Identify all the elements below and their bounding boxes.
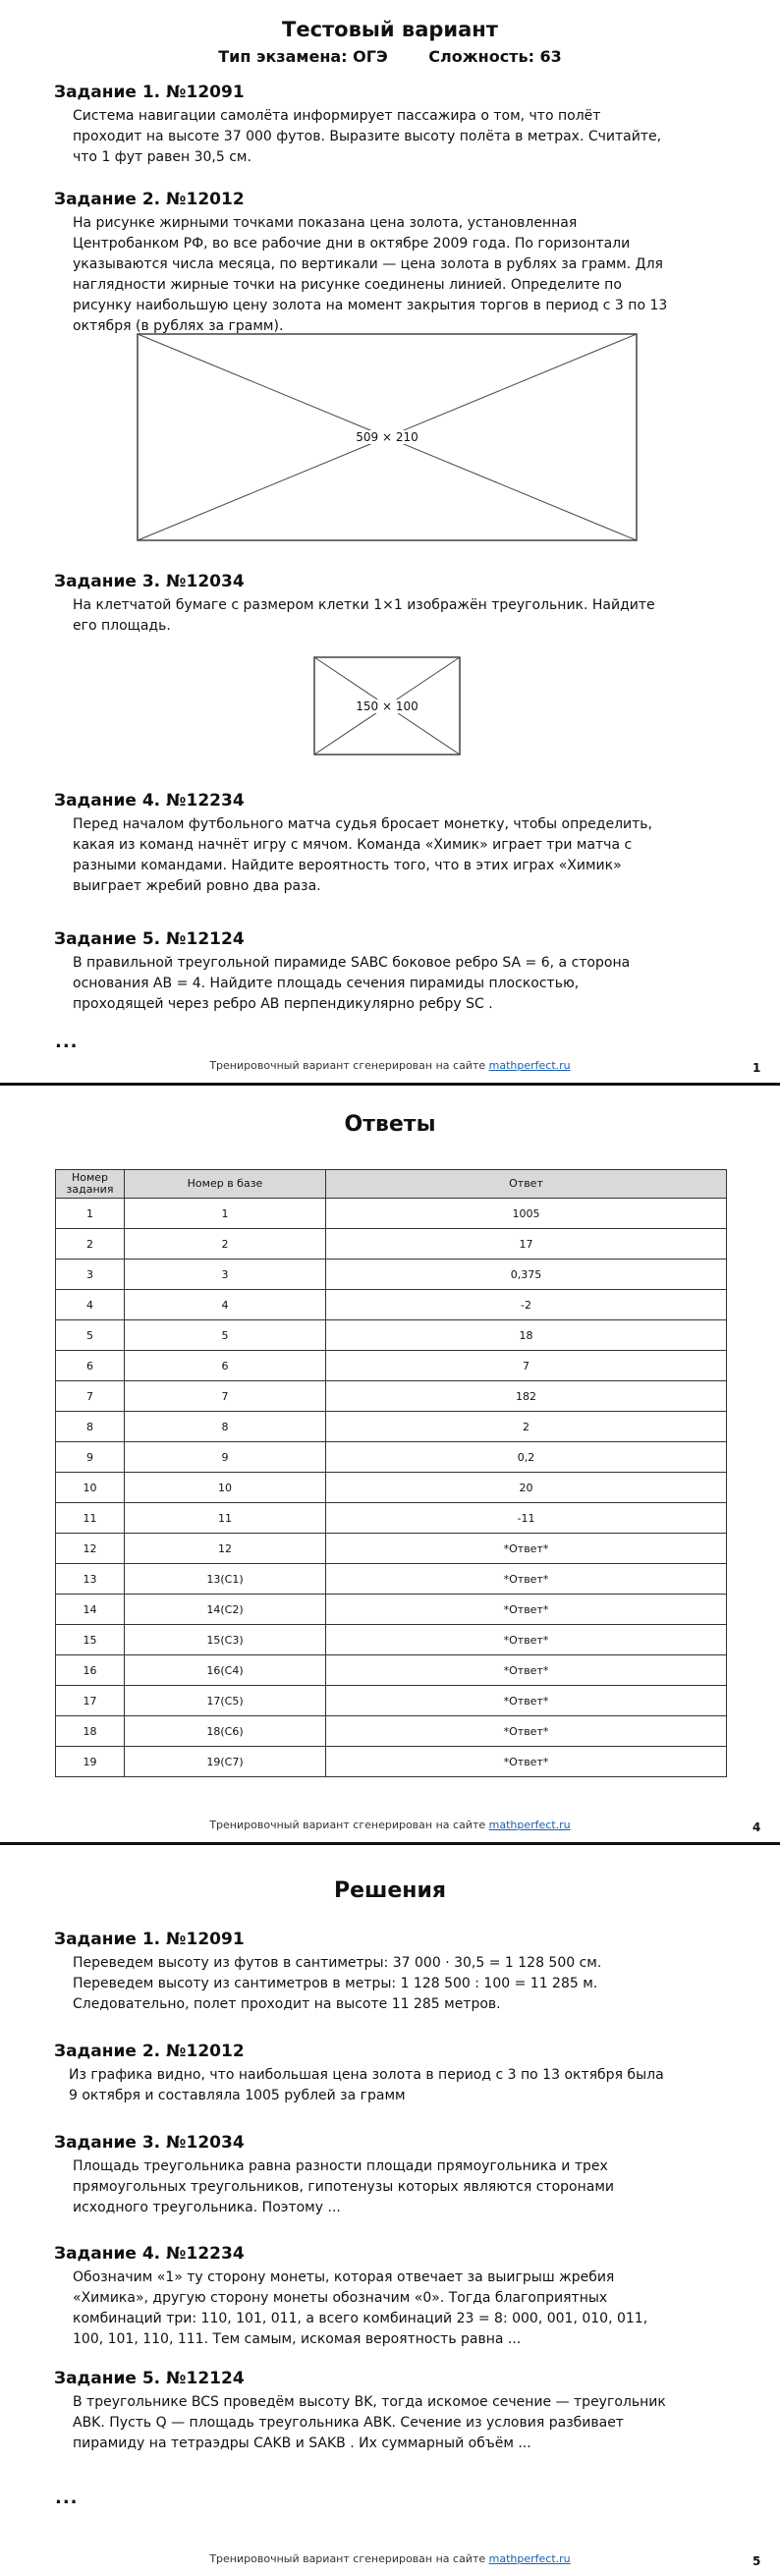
page-title: Тестовый вариант xyxy=(282,18,498,41)
solutions-title: Решения xyxy=(333,1878,447,1903)
table-row xyxy=(56,1564,727,1595)
answer-cell: 7 xyxy=(326,1351,727,1381)
table-row xyxy=(56,1686,727,1716)
task-number-cell: 17 xyxy=(56,1686,125,1716)
answer-cell: 0,2 xyxy=(326,1442,727,1473)
table-row xyxy=(56,1655,727,1686)
answer-cell: *Ответ* xyxy=(326,1595,727,1625)
base-number-cell: 2 xyxy=(125,1229,326,1260)
answer-cell: 2 xyxy=(326,1412,727,1442)
solution-1-heading: Задание 1. №12091 xyxy=(54,1930,245,1949)
task-3-figure-placeholder xyxy=(313,656,461,756)
answer-cell: *Ответ* xyxy=(326,1625,727,1655)
solution-5-heading: Задание 5. №12124 xyxy=(54,2369,245,2388)
table-row xyxy=(56,1534,727,1564)
table-row xyxy=(56,1412,727,1442)
answer-cell: *Ответ* xyxy=(326,1655,727,1686)
answers-table xyxy=(55,1169,727,1777)
task-2-heading: Задание 2. №12012 xyxy=(54,190,245,209)
task-number-cell: 9 xyxy=(56,1442,125,1473)
answer-cell: *Ответ* xyxy=(326,1534,727,1564)
footer-link[interactable]: mathperfect.ru xyxy=(488,1819,571,1831)
table-row xyxy=(56,1381,727,1412)
footer-link[interactable]: mathperfect.ru xyxy=(488,1059,571,1072)
task-number-cell: 11 xyxy=(56,1503,125,1534)
answer-cell: *Ответ* xyxy=(326,1747,727,1777)
answers-body xyxy=(56,1199,727,1777)
table-row xyxy=(56,1320,727,1351)
page-number: 4 xyxy=(752,1820,761,1834)
page-5 xyxy=(0,1845,780,2576)
base-number-cell: 16(C4) xyxy=(125,1655,326,1686)
task-4-heading: Задание 4. №12234 xyxy=(54,791,245,811)
task-2-figure-placeholder xyxy=(137,333,638,541)
base-number-cell: 18(C6) xyxy=(125,1716,326,1747)
task-4-text: Перед началом футбольного матча судья бросает монетку, чтобы определить, какая из команд начнёт игру с мячом. Команда «Химик» играет три матча с разными командами. Найдите вероятность того, что в этих играх «Химик» выиграет жребий ровно два раза. xyxy=(73,816,652,894)
task-number-cell: 10 xyxy=(56,1473,125,1503)
task-1-text: Система навигации самолёта информирует пассажира о том, что полёт проходит на высоте 37 000 футов. Выразите высоту полёта в метрах. Считайте, что 1 фут равен 30,5 см. xyxy=(73,108,662,165)
answer-cell: 18 xyxy=(326,1320,727,1351)
exam-meta xyxy=(0,47,780,66)
answer-cell: 182 xyxy=(326,1381,727,1412)
base-number-cell: 6 xyxy=(125,1351,326,1381)
base-number-cell: 17(C5) xyxy=(125,1686,326,1716)
answer-cell: *Ответ* xyxy=(326,1564,727,1595)
base-number-cell: 9 xyxy=(125,1442,326,1473)
table-row xyxy=(56,1747,727,1777)
task-number-cell: 7 xyxy=(56,1381,125,1412)
footer xyxy=(0,1059,780,1072)
solution-2-heading: Задание 2. №12012 xyxy=(54,2042,245,2061)
footer xyxy=(0,1819,780,1831)
base-number-cell: 7 xyxy=(125,1381,326,1412)
base-number-cell: 3 xyxy=(125,1260,326,1290)
table-row xyxy=(56,1716,727,1747)
exam-type: Тип экзамена: ОГЭ xyxy=(218,47,388,66)
table-row xyxy=(56,1260,727,1290)
footer xyxy=(0,2552,780,2565)
base-number-cell: 5 xyxy=(125,1320,326,1351)
page-number: 1 xyxy=(752,1061,761,1075)
answer-cell: 0,375 xyxy=(326,1260,727,1290)
difficulty: Сложность: 63 xyxy=(428,47,562,66)
answer-cell: -11 xyxy=(326,1503,727,1534)
figure-size-label: 509 × 210 xyxy=(356,430,418,444)
column-header: Номер задания xyxy=(56,1170,125,1199)
footer-text: Тренировочный вариант сгенерирован на сайте xyxy=(209,1819,489,1831)
base-number-cell: 1 xyxy=(125,1199,326,1229)
page-number: 5 xyxy=(752,2554,761,2568)
task-number-cell: 18 xyxy=(56,1716,125,1747)
page-1 xyxy=(0,0,780,1081)
task-number-cell: 16 xyxy=(56,1655,125,1686)
footer-text: Тренировочный вариант сгенерирован на сайте xyxy=(209,1059,489,1072)
table-row xyxy=(56,1503,727,1534)
task-number-cell: 14 xyxy=(56,1595,125,1625)
base-number-cell: 19(C7) xyxy=(125,1747,326,1777)
table-row xyxy=(56,1229,727,1260)
table-header-row xyxy=(56,1170,727,1199)
continuation-ellipsis: ... xyxy=(55,1032,79,1052)
task-number-cell: 12 xyxy=(56,1534,125,1564)
task-number-cell: 8 xyxy=(56,1412,125,1442)
solution-1-text: Переведем высоту из футов в сантиметры: 37 000 · 30,5 = 1 128 500 см. Переведем высоту из сантиметров в метры: 1 128 500 : 100 = 11 285 м. Следовательно, полет проходит на высоте 11 285 метров. xyxy=(73,1955,602,2012)
task-number-cell: 1 xyxy=(56,1199,125,1229)
task-number-cell: 6 xyxy=(56,1351,125,1381)
table-row xyxy=(56,1442,727,1473)
task-2-text: На рисунке жирными точками показана цена золота, установленная Центробанком РФ, во все рабочие дни в октябре 2009 года. По горизонтали указываются числа месяца, по вертикали — цена золота в рублях за грамм. Для наглядности жирные точки на рисунке соединены линией. Определите по рисунку наибольшую цену золота на момент закрытия торгов в период с 3 по 13 октября (в рублях за грамм). xyxy=(73,215,668,334)
task-1-heading: Задание 1. №12091 xyxy=(54,83,245,102)
solution-3-text: Площадь треугольника равна разности площади прямоугольника и трех прямоугольных треугольников, гипотенузы которых являются сторонами исходного треугольника. Поэтому ... xyxy=(73,2158,614,2215)
task-number-cell: 19 xyxy=(56,1747,125,1777)
task-3-heading: Задание 3. №12034 xyxy=(54,572,245,591)
solution-2-text: Из графика видно, что наибольшая цена золота в период с 3 по 13 октября была 9 октября и составляла 1005 рублей за грамм xyxy=(69,2067,664,2103)
column-header: Ответ xyxy=(326,1170,727,1199)
task-number-cell: 2 xyxy=(56,1229,125,1260)
base-number-cell: 12 xyxy=(125,1534,326,1564)
base-number-cell: 8 xyxy=(125,1412,326,1442)
task-number-cell: 5 xyxy=(56,1320,125,1351)
task-5-heading: Задание 5. №12124 xyxy=(54,929,245,949)
answer-cell: 17 xyxy=(326,1229,727,1260)
figure-size-label: 150 × 100 xyxy=(356,699,418,713)
task-5-text: В правильной треугольной пирамиде SABC боковое ребро SA = 6, а сторона основания AB = 4. Найдите площадь сечения пирамиды плоскостью, проходящей через ребро AB перпендикулярно ребру SC . xyxy=(73,955,631,1012)
footer-text: Тренировочный вариант сгенерирован на сайте xyxy=(209,2552,489,2565)
task-number-cell: 13 xyxy=(56,1564,125,1595)
table-row xyxy=(56,1199,727,1229)
answer-cell: -2 xyxy=(326,1290,727,1320)
answer-cell: *Ответ* xyxy=(326,1716,727,1747)
task-number-cell: 4 xyxy=(56,1290,125,1320)
solution-5-text: В треугольнике BCS проведём высоту BK, тогда искомое сечение — треугольник ABK. Пусть Q — площадь треугольника ABK. Сечение из условия разбивает пирамиду на тетраэдры CAKB и SAKB . Их суммарный объём ... xyxy=(73,2394,666,2451)
base-number-cell: 15(C3) xyxy=(125,1625,326,1655)
base-number-cell: 13(C1) xyxy=(125,1564,326,1595)
answer-cell: *Ответ* xyxy=(326,1686,727,1716)
answer-cell: 1005 xyxy=(326,1199,727,1229)
table-row xyxy=(56,1625,727,1655)
table-row xyxy=(56,1290,727,1320)
answers-title: Ответы xyxy=(344,1112,436,1137)
base-number-cell: 10 xyxy=(125,1473,326,1503)
base-number-cell: 14(C2) xyxy=(125,1595,326,1625)
footer-link[interactable]: mathperfect.ru xyxy=(488,2552,571,2565)
solution-4-heading: Задание 4. №12234 xyxy=(54,2244,245,2264)
task-3-text: На клетчатой бумаге с размером клетки 1×1 изображён треугольник. Найдите его площадь. xyxy=(73,597,655,634)
solution-3-heading: Задание 3. №12034 xyxy=(54,2133,245,2153)
column-header: Номер в базе xyxy=(125,1170,326,1199)
table-row xyxy=(56,1595,727,1625)
task-number-cell: 3 xyxy=(56,1260,125,1290)
table-row xyxy=(56,1351,727,1381)
answer-cell: 20 xyxy=(326,1473,727,1503)
base-number-cell: 4 xyxy=(125,1290,326,1320)
solution-4-text: Обозначим «1» ту сторону монеты, которая отвечает за выигрыш жребия «Химика», другую сторону монеты обозначим «0». Тогда благоприятных комбинаций три: 110, 101, 011, а всего комбинаций 23 = 8: 000, 001, 010, 011, 100, 101, 110, 111. Тем самым, искомая вероятность равна ... xyxy=(73,2269,648,2347)
base-number-cell: 11 xyxy=(125,1503,326,1534)
table-row xyxy=(56,1473,727,1503)
continuation-ellipsis: ... xyxy=(55,2488,79,2508)
task-number-cell: 15 xyxy=(56,1625,125,1655)
